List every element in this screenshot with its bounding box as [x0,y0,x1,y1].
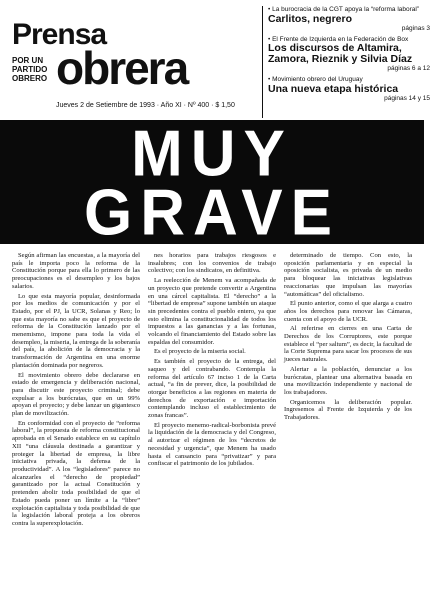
paragraph: En conformidad con el proyecto de “reforma laboral”, la propuesta de reforma constitucional aprobada en el Senado establece en su capítulo XII “una cláusula destinada a garantizar y proteger la libertad de empresa, la libre iniciativa privada, la defensa de la productividad”. A los “legisladores” parece no alcanzarles el “derecho de propiedad” garantizado por la actual Constitución y pretenden abolir toda posibilidad de que el Estado pueda poner un límite a la “libre” explotación capitalista y toda posibilidad de que la legislación laboral proteja a los obreros contra la superexplotación. [12,419,140,527]
article-column-3 [284,252,412,592]
teaser-headline: Los discursos de Altamira, Zamora, Rieznik y Silvia Díaz [268,42,413,65]
headline-line-1: MUY [131,117,293,191]
paragraph: Es el proyecto de la miseria social. [154,348,246,356]
headline-line-2: GRAVE [84,176,340,250]
main-headline [0,117,424,250]
teaser-kicker: • La burocracia de la CGT apoya la “reforma laboral” [268,6,420,13]
teaser-pages: páginas 14 y 15 [384,94,430,102]
paragraph: Al referirse en cierres en una Carta de Derechos de los Corruptores, este porque establece el “per saltum”, es decir, la facultad de la Corte Suprema para sacar los procesos de sus jueces naturales. [284,325,412,364]
paragraph: nes horarios para trabajos riesgosos e insalubres; con los convenios de trabajo colectivo; con los sindicatos, en definitiva. [148,252,276,275]
paragraph: Lo que esta mayoría popular, desinformada por los medios de comunicación y por el Estado, por el PJ, la UCR, Solanas y Reo; lo que esta mayoría no sabe es que el proyecto de reforma de la Constitución lanzado por el menemismo, impone para toda la vida el desempleo, la miseria, la entrega de la soberanía del país, la abolición de la democracia y la transformación de Argentina en una enorme plantación dominada por negreros. [12,292,140,369]
paragraph: Organicemos la deliberación popular. Ingresemos al Frente de Izquierda y de los Trabajadores. [284,398,412,422]
teaser-kicker: • Movimiento obrero del Uruguay [268,76,363,83]
teaser-item[interactable] [268,76,430,102]
teaser-item[interactable] [268,6,430,32]
logo-tagline: POR UN PARTIDO OBRERO [12,56,48,83]
teaser-box [262,6,430,118]
paragraph: La reelección de Menem va acompañada de un proyecto que pretende convertir a Argentina en una cárcel capitalista. El “derecho” a la “libertad de empresa” supone también un ataque sin precedentes contra el pueblo entero, ya que esto elimina la constitucionalidad de todos los impuestos a las ganancias y a las fortunas, volcando el financiamiento del Estado sobre las espaldas del consumidor. [148,277,276,346]
article-column-1 [12,252,140,592]
paragraph: Según afirman las encuestas, a la mayoría del país le importa poco la reforma de la Constitución porque para ella lo primero de las preocupaciones es el desempleo y los bajos salarios. [12,252,140,290]
teaser-headline: Una nueva etapa histórica [268,82,399,95]
teaser-pages: páginas 6 a 12 [387,65,430,72]
article-column-2 [148,252,276,592]
paragraph: El punto anterior, como el que alarga a cuatro años los derechos para renovar las Cámaras, cuenta con el apoyo de la UCR. [284,300,412,323]
teaser-item[interactable] [268,36,430,73]
newspaper-logo [12,18,188,94]
masthead [10,6,430,124]
paragraph: El movimiento obrero debe declararse en estado de emergencia y deliberación nacional, para discutir este proyecto criminal; debe expulsar a los burócratas, que en un 99% apoyan el proyecto; y debe lanzar un gigantesco plan de movilización. [12,371,140,418]
article-body [12,252,412,592]
teaser-pages: páginas 3 [401,24,430,32]
paragraph: determinado de tiempo. Con esto, la oposición parlamentaria y en especial la oposición socialista, es privada de un medio para bloquear las iniciativas legislativas reaccionarias que impulsan las mayorías “automáticas” del oficialismo. [284,252,412,298]
paragraph: El proyecto menemo-radical-borbonista prevé la liquidación de la democracia y del Congreso, al autorizar el régimen de los “decretos de necesidad y urgencia”, que Menem ha usado hasta el cansancio para “privatizar” y para confiscar el patrimonio de los jubilados. [148,421,276,468]
logo-word-prensa: Prensa [12,18,107,51]
issue-date-line: Jueves 2 de Setiembre de 1993 · Año XI · Nº 400 · $ 1,50 [56,102,235,109]
teaser-kicker: • El Frente de Izquierda en la Federación de Box [268,35,409,43]
paragraph: Es también el proyecto de la entrega, del saqueo y del contrabando. Contempla la reforma del artículo 67 inciso 1 de la Carta actual, “a fin de prever, dice, la posibilidad de otorgar beneficios a las regiones en materia de derechos de exportación e importación contemplando incluso el establecimiento de zonas francas”. [148,358,276,420]
logo-word-obrera: obrera [56,42,188,94]
paragraph: Alertar a la población, denunciar a los burócratas, plantear una alternativa basada en una movilización independiente y nacional de los trabajadores. [284,365,412,396]
teaser-headline: Carlitos, negrero [268,12,353,25]
